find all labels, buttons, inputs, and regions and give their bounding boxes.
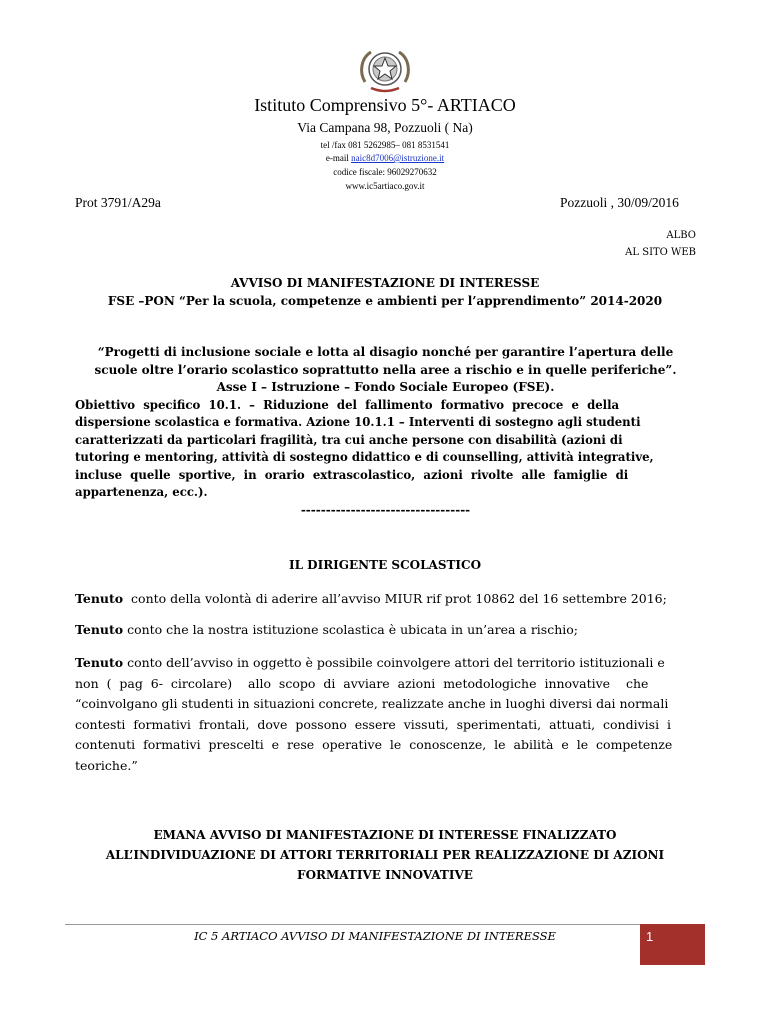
objective-line: tutoring e mentoring, attività di sostegno didattico e di counselling, attività integrative, [75, 450, 654, 464]
protocol-number: Prot 3791/A29a [75, 195, 161, 210]
tenuto-text-2: conto che la nostra istituzione scolastica è ubicata in un’area a rischio; [123, 622, 579, 637]
tenuto-label: Tenuto [75, 655, 124, 670]
objective-line: appartenenza, ecc.). [75, 485, 208, 499]
tenuto-label: Tenuto [75, 591, 124, 606]
fiscal-code: codice fiscale: 96029270632 [333, 167, 437, 177]
tenuto-line: contenuti formativi prescelti e rese operative le conoscenze, le abilità e le competenze [75, 737, 673, 752]
tenuto-paragraph-1 [75, 591, 715, 606]
emana-line-2: ALL’INDIVIDUAZIONE DI ATTORI TERRITORIALI PER REALIZZAZIONE DI AZIONI [105, 848, 665, 862]
tenuto-line: contesti formativi frontali, dove possono essere vissuti, sperimentati, attuati, condivisi i [75, 716, 672, 732]
project-description [75, 344, 696, 519]
institute-name: Istituto Comprensivo 5°- ARTIACO [254, 95, 516, 115]
tenuto-text-1: conto della volontà di aderire all’avviso MIUR rif prot 10862 del 16 settembre 2016; [123, 591, 667, 606]
recipients [450, 227, 696, 261]
institute-phone: tel /fax 081 5262985– 081 8531541 [320, 140, 450, 150]
project-title-line-1: “Progetti di inclusione sociale e lotta al disagio nonché per garantire l’apertura delle [97, 345, 674, 359]
objective-line: dispersione scolastica e formativa. Azione 10.1.1 – Interventi di sostegno agli studenti [75, 415, 641, 429]
emana-line-3: FORMATIVE INNOVATIVE [297, 868, 473, 882]
tenuto-label: Tenuto [75, 622, 124, 637]
tenuto-paragraph-2 [75, 622, 715, 637]
website: www.ic5artiaco.gov.it [345, 181, 425, 191]
footer-text: IC 5 ARTIACO AVVISO DI MANIFESTAZIONE DI INTERESSE [194, 929, 556, 943]
tenuto-line [75, 653, 700, 674]
tenuto-paragraph-3 [75, 653, 700, 776]
separator-line: ---------------------------------- [300, 502, 471, 517]
email-label: e-mail [325, 153, 352, 163]
footer-divider [65, 924, 705, 925]
page-number: 1 [646, 929, 654, 944]
republic-emblem [357, 44, 413, 94]
project-asse: Asse I – Istruzione – Fondo Sociale Europeo (FSE). [216, 380, 555, 394]
emblem-icon [357, 44, 413, 94]
objective-line: Obiettivo specifico 10.1. – Riduzione del fallimento formativo precoce e della [75, 397, 620, 412]
notice-program: FSE –PON “Per la scuola, competenze e ambienti per l’apprendimento” 2014-2020 [107, 294, 663, 308]
place-date: Pozzuoli , 30/09/2016 [560, 195, 679, 210]
objective-line: incluse quelle sportive, in orario extrascolastico, azioni rivolte alle famiglie di [75, 467, 629, 482]
objective-line: caratterizzati da particolari fragilità, tra cui anche persone con disabilità (azioni di [75, 432, 623, 447]
tenuto-line: “coinvolgano gli studenti in situazioni concrete, realizzate anche in luoghi diversi dai normali [75, 696, 669, 711]
tenuto-line: teoriche.” [75, 757, 138, 773]
institute-address: Via Campana 98, Pozzuoli ( Na) [297, 120, 473, 135]
email-link[interactable]: naic8d7006@istruzione.it [351, 153, 445, 163]
institute-email [0, 153, 770, 163]
emana-heading [0, 825, 770, 885]
project-title-line-2: scuole oltre l’orario scolastico soprattutto nella aree a rischio e in quelle periferiche”. [94, 362, 677, 377]
notice-title: AVVISO DI MANIFESTAZIONE DI INTERESSE [230, 276, 540, 290]
recipient-albo: ALBO [666, 230, 696, 241]
tenuto-line: non ( pag 6- circolare) allo scopo di avviare azioni metodologiche innovative che [75, 675, 649, 691]
emana-line-1: EMANA AVVISO DI MANIFESTAZIONE DI INTERESSE FINALIZZATO [153, 828, 617, 842]
tenuto-text: conto dell’avviso in oggetto è possibile coinvolgere attori del territorio istituzionali e [123, 655, 665, 670]
recipient-sito-web: AL SITO WEB [625, 247, 696, 258]
dirigente-heading: IL DIRIGENTE SCOLASTICO [288, 558, 482, 572]
